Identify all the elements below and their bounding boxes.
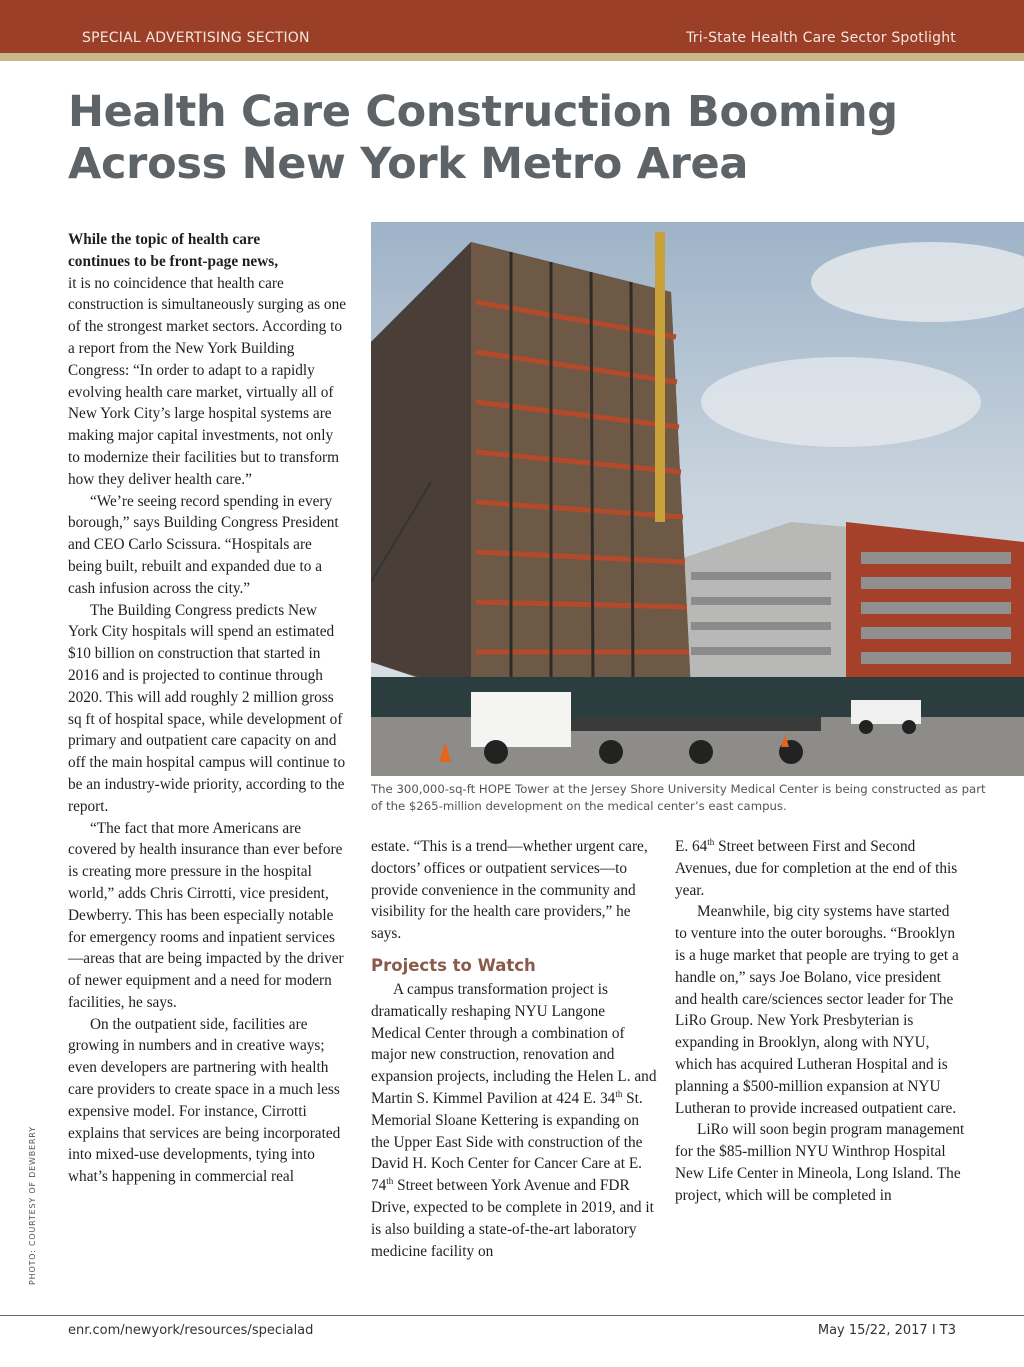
construction-site-illustration: [371, 222, 1024, 776]
text-fragment: Street between York Avenue and FDR Drive, expected to be complete in 2019, and it is also building a state-of-the-art laboratory medicine facility on: [371, 1177, 654, 1260]
text-fragment: St. Memorial Sloane Kettering is expanding on the Upper East Side with construction of the David H. Koch Center for Cancer Care at E. 74: [371, 1089, 643, 1195]
paragraph: LiRo will soon begin program management for the $85-million NYU Winthrop Hospital New Life Center in Mineola, Long Island. The project, which will be completed in: [675, 1121, 965, 1204]
paragraph-text: it is no coincidence that health care construction is simultaneously surging as one of the strongest market sectors. According to a report from the New York Building Congress: “In order to adapt to a rapidly evolving health care market, virtually all of New York City’s large hospital systems are making major capital investments, not only to modernize their facilities but to transform how they deliver health care.”: [68, 274, 347, 488]
footer-divider: [0, 1315, 1024, 1316]
photo-credit: PHOTO: COURTESY OF DEWBERRY: [28, 1126, 37, 1285]
article-column-3: [675, 836, 965, 1207]
paragraph: Meanwhile, big city systems have started to venture into the outer boroughs. “Brooklyn is a huge market that people are trying to get a handle on,” says Joe Bolano, vice president and health care/sciences sector leader for The LiRo Group. New York Presbyterian is expanding in Brooklyn, along with NYU, which has acquired Lutheran Hospital and is planning a $500-million expansion at NYU Lutheran to provide increased outpatient care.: [675, 903, 959, 1117]
headline-line-2: Across New York Metro Area: [68, 139, 749, 189]
lead-bold-line-1: While the topic of health care: [68, 231, 261, 248]
paragraph: “The fact that more Americans are covered by health insurance than ever before is creating more pressure in the hospital world,” adds Chris Cirrotti, vice president, Dewberry. This has been especially notable for emergency rooms and inpatient services—areas that are being impacted by the driver of newer equipment and a need for modern facilities, he says.: [68, 819, 344, 1011]
paragraph: estate. “This is a trend—whether urgent care, doctors’ offices or outpatient services—to provide convenience in the community and visibility for the health care providers,” he says.: [371, 838, 648, 943]
paragraph: [371, 979, 657, 1262]
spotlight-label: Tri-State Health Care Sector Spotlight: [686, 30, 956, 46]
ordinal-suffix: th: [615, 1088, 623, 1099]
text-fragment: E. 64: [675, 838, 708, 855]
hope-tower-photo: [371, 222, 1024, 776]
lead-bold-line-2: continues to be front-page news,: [68, 252, 279, 270]
article-column-2: [371, 836, 657, 1262]
ordinal-suffix: th: [386, 1176, 394, 1187]
lead-paragraph: [68, 229, 348, 491]
section-label: SPECIAL ADVERTISING SECTION: [82, 30, 310, 46]
ordinal-suffix: th: [707, 836, 715, 847]
paragraph: On the outpatient side, facilities are growing in numbers and in creative ways; even developers are partnering with health care providers to create space in a much less expensive model. For instance, Cirrotti explains that services are being incorporated into mixed-use developments, tying into what’s happening in commercial real: [68, 1015, 341, 1186]
text-fragment: Street between First and Second Avenues, due for completion at the end of this year.: [675, 838, 958, 899]
article-column-1: [68, 229, 348, 1188]
text-fragment: A campus transformation project is dramatically reshaping NYU Langone Medical Center through a combination of major new construction, renovation and expansion projects, including the Helen L. and Martin S. Kimmel Pavilion at 424 E. 34: [371, 980, 657, 1107]
paragraph: [675, 836, 965, 901]
headline: [68, 86, 968, 190]
paragraph: The Building Congress predicts New York City hospitals will spend an estimated $10 billion on construction that started in 2016 and is projected to continue through 2020. This will add roughly 2 million gross sq ft of hospital space, while development of primary and outpatient care capacity on and off the main hospital campus will continue to be an industry-wide priority, according to the report.: [68, 601, 346, 815]
footer-url: enr.com/newyork/resources/specialad: [68, 1323, 314, 1338]
paragraph: “We’re seeing record spending in every borough,” says Building Congress President and CEO Carlo Scissura. “Hospitals are being built, rebuilt and expanded due to a cash infusion across the city.”: [68, 492, 339, 597]
subhead-projects-to-watch: Projects to Watch: [371, 955, 536, 975]
headline-line-1: Health Care Construction Booming: [68, 87, 898, 137]
footer-page-info: May 15/22, 2017 I T3: [817, 1323, 956, 1338]
banner-accent-strip: [0, 53, 1024, 61]
top-banner: [0, 0, 1024, 53]
photo-caption: The 300,000-sq-ft HOPE Tower at the Jersey Shore University Medical Center is being constructed as part of the $265-million development on the medical center’s east campus.: [371, 782, 986, 813]
